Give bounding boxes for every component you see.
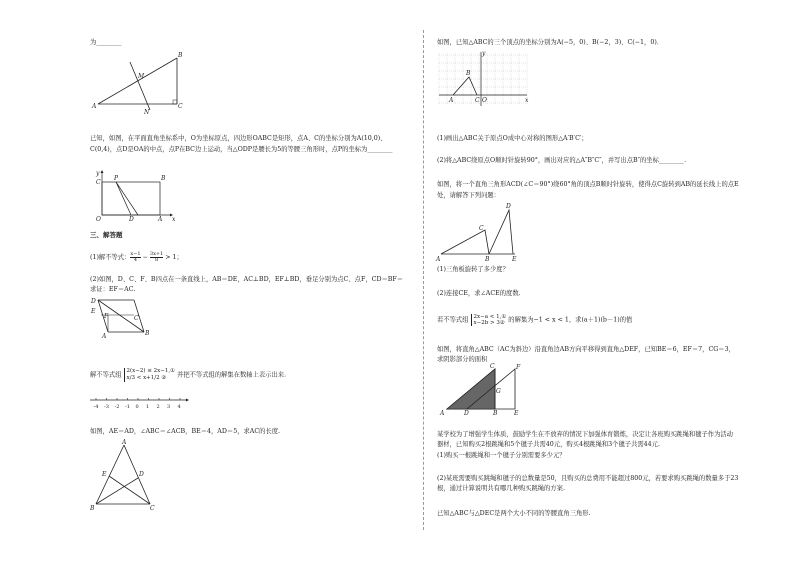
q4-figure (88, 440, 163, 515)
numberline-label: 3 (167, 404, 171, 410)
label-D: D (129, 216, 134, 223)
label-M: M (138, 73, 145, 80)
label-O: O (96, 216, 101, 223)
label-A: A (122, 439, 127, 446)
label-B: B (493, 410, 498, 417)
numberline-label: 1 (146, 404, 150, 410)
label-C: C (178, 103, 183, 110)
label-x: x (172, 216, 176, 223)
q9-part2b: 根，通过计算说明共有哪几种购买跳绳的方案. (437, 485, 565, 492)
label-y: y (482, 50, 486, 57)
q6-part2: (2)连接CE，求∠ACE的度数. (437, 290, 521, 297)
label-D: D (506, 203, 511, 210)
label-E: E (102, 471, 107, 478)
q9-part1: (1)购买一根跳绳和一个毽子分别需要多少元？ (437, 452, 566, 459)
q1-inequality: (1)解不等式： $\frac{x-1}{4}$ − $\frac{3x+1}{8}$ > 1； (90, 251, 183, 263)
label-F: F (516, 364, 521, 371)
label-P: P (114, 175, 119, 182)
blank-answer-line: 为________ (90, 39, 122, 46)
section-heading: 三、解答题 (90, 231, 123, 239)
label-D: D (139, 471, 144, 478)
q8-line2: 求阴影部分的面积 (437, 356, 488, 363)
label-F: F (104, 313, 109, 320)
q2-line2: 求证：EF＝AC. (90, 286, 136, 293)
q8-figure (437, 363, 527, 418)
coordinate-grid-figure (437, 50, 532, 108)
label-B: B (90, 505, 95, 512)
label-C: C (150, 505, 155, 512)
label-C: C (475, 97, 480, 104)
label-C: C (134, 315, 139, 322)
label-D: D (91, 298, 96, 305)
q-rect-line1: 已知，如图，在平面直角坐标系中，O为坐标原点，四边形OABC是矩形，点A、C的坐标分别为A(10,0)、 (90, 135, 387, 142)
q6-part1: (1)三角板旋转了多少度？ (437, 266, 509, 273)
numberline-label: -1 (125, 404, 130, 410)
q6-line1: 如图，将一个直角三角形ACD(∠C＝90°)绕60°角的顶点B顺时针旋转，使得点C旋转到AB的延长线上的点E (437, 181, 739, 188)
label-E: E (512, 256, 517, 263)
label-A: A (102, 333, 107, 340)
q7-text: 若不等式组 2x−a < 1,① x−2b > 3② 的解集为−1 < x < 1，求(a＋1)(b－1)的值 (437, 314, 633, 326)
q4-text: 如图，AE＝AD，∠ABC＝∠ACB，BE＝4，AD＝5，求AC的长度. (90, 428, 281, 435)
q3-system: 解不等式组 2(x−2) ≤ 2x−1,① x/3 < x+1/2 ② 并把不等式组的解集在数轴上表示出来. (90, 368, 287, 381)
q6-line2: 处，请解答下列问题： (437, 192, 500, 199)
q9-part2a: (2)某班需要购买跳绳和毽子的总数量是50，且购买的总费用不能超过800元，若要求购买跳绳的数量多于23 (437, 475, 739, 482)
label-B: B (161, 175, 166, 182)
q5-part1: (1)画出△ABC关于原点O成中心对称的图形△A′B′C′； (437, 135, 588, 142)
label-A: A (449, 97, 454, 104)
label-D: D (464, 410, 469, 417)
triangle-mn-figure (90, 50, 190, 120)
q5-part2: (2)将△ABC绕原点O顺时针旋转90°，画出对应的△A″B″C″，并写出点B″的坐标________. (437, 157, 687, 164)
label-O: O (482, 97, 487, 104)
label-A: A (92, 103, 97, 110)
q5-text: 如图，已知△ABC的三个顶点的坐标分别为A(−5，0)、B(−2，3)、C(−1，0)． (437, 39, 664, 46)
numberline-label: -4 (93, 404, 99, 410)
label-B: B (145, 330, 150, 337)
label-B: B (466, 70, 471, 77)
label-B: B (485, 256, 490, 263)
label-y: y (96, 170, 100, 177)
label-E: E (514, 410, 519, 417)
label-B: B (178, 52, 183, 59)
numberline-label: 4 (177, 404, 181, 410)
label-A: A (440, 410, 445, 417)
label-N: N (144, 109, 150, 116)
q2-line1: (2)如图，D、C、F、B四点在一条直线上，AB＝DE，AC⊥BD，EF⊥BD，垂足分别为点C、点F，CD＝BF＝ (90, 276, 404, 283)
numberline-label: 2 (156, 404, 160, 410)
q9-line1: 某学校为了增强学生体质，鼓励学生在不放弃的情况下加强体育锻炼，决定让各班购买跳绳和毽子作为活动 (437, 431, 733, 438)
numberline-label: 0 (135, 404, 139, 410)
label-C: C (479, 225, 484, 232)
q-rect-line2: C(0,4)，点D是OA的中点，点P在BC边上运动，当△ODP是腰长为5的等腰三角形时，点P的坐标为________ (90, 146, 393, 153)
numberline-label: -3 (104, 404, 109, 410)
q2-figure (90, 295, 155, 340)
label-C: C (96, 179, 101, 186)
numberline-label: -2 (114, 404, 120, 410)
label-A: A (158, 216, 163, 223)
q9-line2: 器材，已知购买2根跳绳和5个毽子共需40元，购买4根跳绳和3个毽子共需44元. (437, 441, 660, 448)
number-line (90, 392, 190, 412)
q8-line1: 如图，将直角△ABC（AC为斜边）沿直角边AB方向平移得到直角△DEF，已知BE＝6，EF＝7，CG＝3， (437, 346, 735, 353)
column-divider (423, 30, 424, 530)
label-E: E (91, 308, 96, 315)
label-C: C (490, 363, 495, 370)
label-A: A (436, 256, 441, 263)
q10-text: 已知△ABC与△DEC是两个大小不同的等腰直角三角形. (437, 510, 591, 517)
label-x: x (525, 97, 529, 104)
label-G: G (496, 388, 501, 395)
rectangle-coordinate-figure (92, 170, 177, 222)
q6-figure (435, 200, 525, 265)
